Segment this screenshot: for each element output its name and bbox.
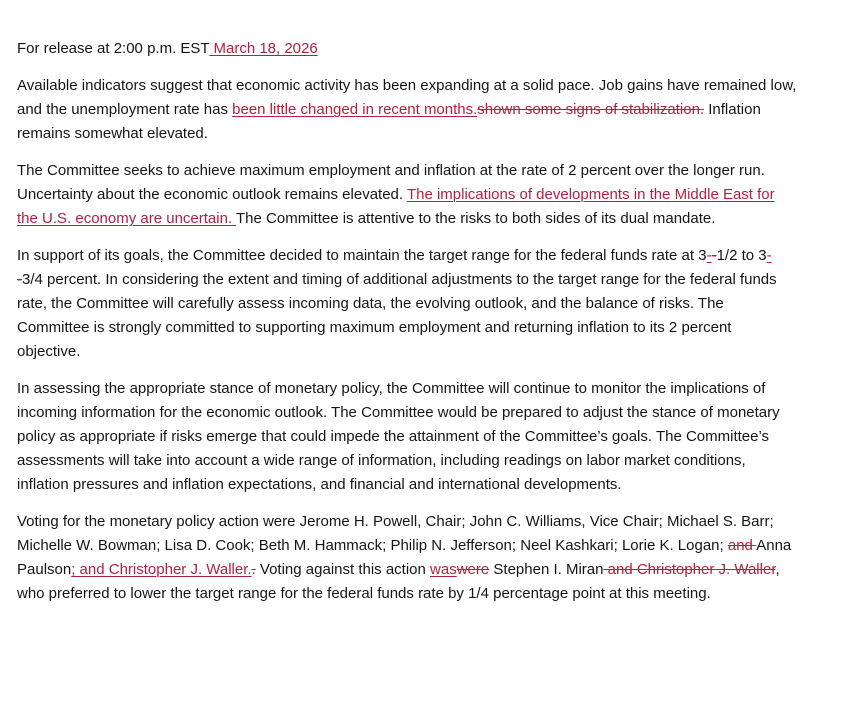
text-run: The Committee is attentive to the risks to both sides of its dual mandate. bbox=[236, 210, 716, 227]
deleted-text: shown some signs of stabilization. bbox=[477, 101, 705, 118]
text-run: Voting for the monetary policy action were Jerome H. Powell, Chair; John C. Williams, Vice Chair; Michael S. Barr; Michelle W. Bowman; Lisa D. Cook; Beth M. Hammack; Philip N. Jefferson; Neel Kashkari; Lorie K. Logan; bbox=[17, 513, 774, 554]
text-run: Voting against this action bbox=[255, 561, 431, 578]
text-run: Anna Paulson bbox=[17, 537, 792, 578]
inserted-text: - bbox=[706, 247, 712, 264]
paragraph bbox=[17, 74, 797, 146]
text-run: 1/2 to 3 bbox=[716, 247, 767, 264]
text-run: , who preferred to lower the target range for the federal funds rate by 1/4 percentage point at this meeting. bbox=[17, 561, 780, 602]
text-run: Available indicators suggest that economic activity has been expanding at a solid pace. Job gains have remained low, and the unemployment rate has bbox=[17, 77, 797, 118]
document-body bbox=[17, 74, 797, 606]
deleted-text: - bbox=[711, 247, 717, 264]
text-run: Inflation remains somewhat elevated. bbox=[17, 101, 761, 142]
deleted-text: - bbox=[17, 271, 22, 288]
text-run: In assessing the appropriate stance of monetary policy, the Committee will continue to monitor the implications of incoming information for the economic outlook. The Committee would be prepared to adjust the stance of monetary policy as appropriate if risks emerge that could impede the attainment of the Committee’s goals. The Committee’s assessments will take into account a wide range of information, including readings on labor market conditions, inflation pressures and inflation expectations, and financial and international developments. bbox=[17, 380, 780, 493]
text-run: For release at 2:00 p.m. EST bbox=[17, 40, 210, 57]
inserted-text: was bbox=[430, 561, 457, 578]
paragraph bbox=[17, 377, 797, 497]
paragraph bbox=[17, 244, 797, 364]
deleted-text: . bbox=[251, 561, 256, 578]
paragraph bbox=[17, 159, 797, 231]
inserted-text: - bbox=[766, 247, 772, 264]
inserted-text: March 18, 2026 bbox=[209, 40, 318, 57]
deleted-text: and bbox=[727, 537, 757, 554]
inserted-text: ; and Christopher J. Waller. bbox=[71, 561, 252, 578]
inserted-text: been little changed in recent months. bbox=[232, 101, 478, 118]
text-run: 3/4 percent. In considering the extent and timing of additional adjustments to the target range for the federal funds rate, the Committee will carefully assess incoming data, the evolving outlook, and the balance of risks. The Committee is strongly committed to supporting maximum employment and returning inflation to its 2 percent objective. bbox=[17, 271, 777, 360]
text-run: Stephen I. Miran bbox=[489, 561, 604, 578]
inserted-text: The implications of developments in the Middle East for the U.S. economy are uncertain. bbox=[17, 186, 775, 227]
paragraph bbox=[17, 510, 797, 606]
deleted-text: and Christopher J. Waller bbox=[603, 561, 776, 578]
release-line bbox=[17, 37, 797, 61]
text-run: In support of its goals, the Committee decided to maintain the target range for the federal funds rate at 3 bbox=[17, 247, 707, 264]
deleted-text: were bbox=[456, 561, 490, 578]
text-run: The Committee seeks to achieve maximum employment and inflation at the rate of 2 percent over the longer run. Uncertainty about the economic outlook remains elevated. bbox=[17, 162, 765, 203]
